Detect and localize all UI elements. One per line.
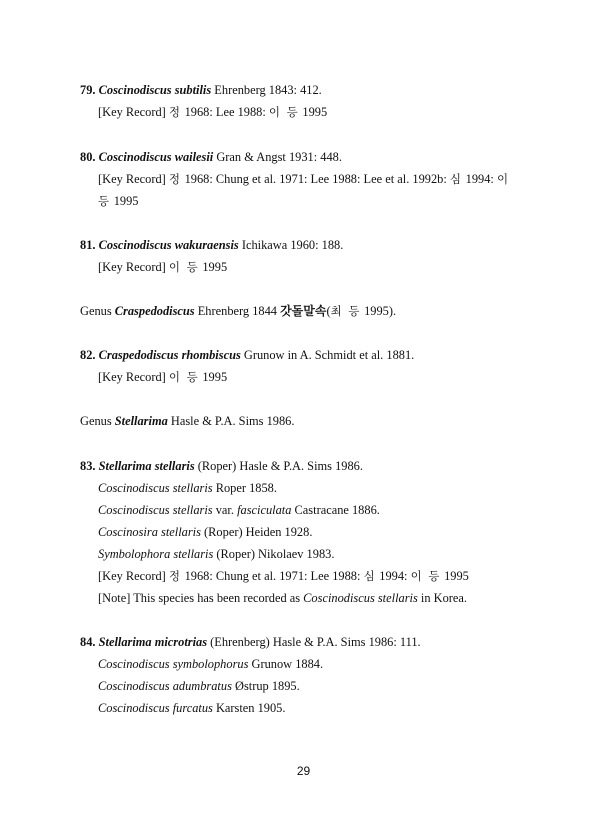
entry-number: 79. [80, 83, 96, 97]
entry-80-key-record-cont: 등 1995 [98, 194, 139, 208]
genus-craspedodiscus-heading: Genus Craspedodiscus Ehrenberg 1844 갓돌말속(최 등 1995). [80, 304, 397, 318]
entry-83-heading [80, 458, 363, 474]
genus-name: Craspedodiscus [114, 304, 195, 318]
key-record-label: [Key Record] [98, 105, 166, 119]
species-author: Ichikawa 1960: 188. [238, 238, 344, 252]
entry-83-key-record: [Key Record] 정 1968: Chung et al. 1971: Lee 1988: 심 1994: 이 등 1995 [98, 569, 469, 583]
species-name: Stellarima stellaris [98, 459, 195, 473]
genus-stellarima-heading: Genus Stellarima Hasle & P.A. Sims 1986. [80, 414, 295, 428]
synonym-line: Coscinodiscus stellaris Roper 1858. [98, 481, 277, 495]
entry-81-heading [80, 237, 343, 253]
species-name: Stellarima microtrias [98, 635, 208, 649]
species-name: Coscinodiscus subtilis [98, 83, 212, 97]
species-author: (Roper) Hasle & P.A. Sims 1986. [194, 459, 363, 473]
genus-author: Hasle & P.A. Sims 1986. [167, 414, 295, 428]
entry-number: 82. [80, 348, 96, 362]
entry-84-heading [80, 634, 421, 650]
key-record-label: [Key Record] [98, 370, 166, 384]
entry-80-key-record: [Key Record] 정 1968: Chung et al. 1971: Lee 1988: Lee et al. 1992b: 심 1994: 이 [98, 172, 510, 186]
species-author: Grunow in A. Schmidt et al. 1881. [240, 348, 415, 362]
entry-number: 81. [80, 238, 96, 252]
synonym-line: Coscinosira stellaris (Roper) Heiden 1928. [98, 525, 313, 539]
key-record-label: [Key Record] [98, 172, 166, 186]
entry-79-heading [80, 82, 322, 98]
entry-number: 83. [80, 459, 96, 473]
species-name: Craspedodiscus rhombiscus [98, 348, 241, 362]
entry-82-heading [80, 347, 414, 363]
key-record-label: [Key Record] [98, 260, 166, 274]
entry-number: 84. [80, 635, 96, 649]
synonym-line: Symbolophora stellaris (Roper) Nikolaev 1983. [98, 547, 335, 561]
entry-79-key-record: [Key Record] 정 1968: Lee 1988: 이 등 1995 [98, 105, 328, 119]
genus-korean-name: 갓돌말속 [280, 304, 327, 318]
entry-number: 80. [80, 150, 96, 164]
species-author: Ehrenberg 1843: 412. [211, 83, 322, 97]
species-author: Gran & Angst 1931: 448. [213, 150, 342, 164]
species-name: Coscinodiscus wailesii [98, 150, 214, 164]
genus-name: Stellarima [114, 414, 168, 428]
synonym-line: Coscinodiscus symbolophorus Grunow 1884. [98, 657, 324, 671]
synonym-line: Coscinodiscus stellaris var. fasciculata Castracane 1886. [98, 503, 380, 517]
entry-80-heading [80, 149, 342, 165]
genus-author: Ehrenberg 1844 [194, 304, 281, 318]
entry-83-note: [Note] This species has been recorded as Coscinodiscus stellaris in Korea. [98, 591, 467, 605]
page-number: 29 [296, 764, 311, 778]
entry-81-key-record: [Key Record] 이 등 1995 [98, 260, 228, 274]
synonym-line: Coscinodiscus adumbratus Østrup 1895. [98, 679, 300, 693]
species-author: (Ehrenberg) Hasle & P.A. Sims 1986: 111. [207, 635, 421, 649]
synonym-line: Coscinodiscus furcatus Karsten 1905. [98, 701, 286, 715]
species-name: Coscinodiscus wakuraensis [98, 238, 239, 252]
key-record-label: [Key Record] [98, 569, 166, 583]
entry-82-key-record: [Key Record] 이 등 1995 [98, 370, 228, 384]
